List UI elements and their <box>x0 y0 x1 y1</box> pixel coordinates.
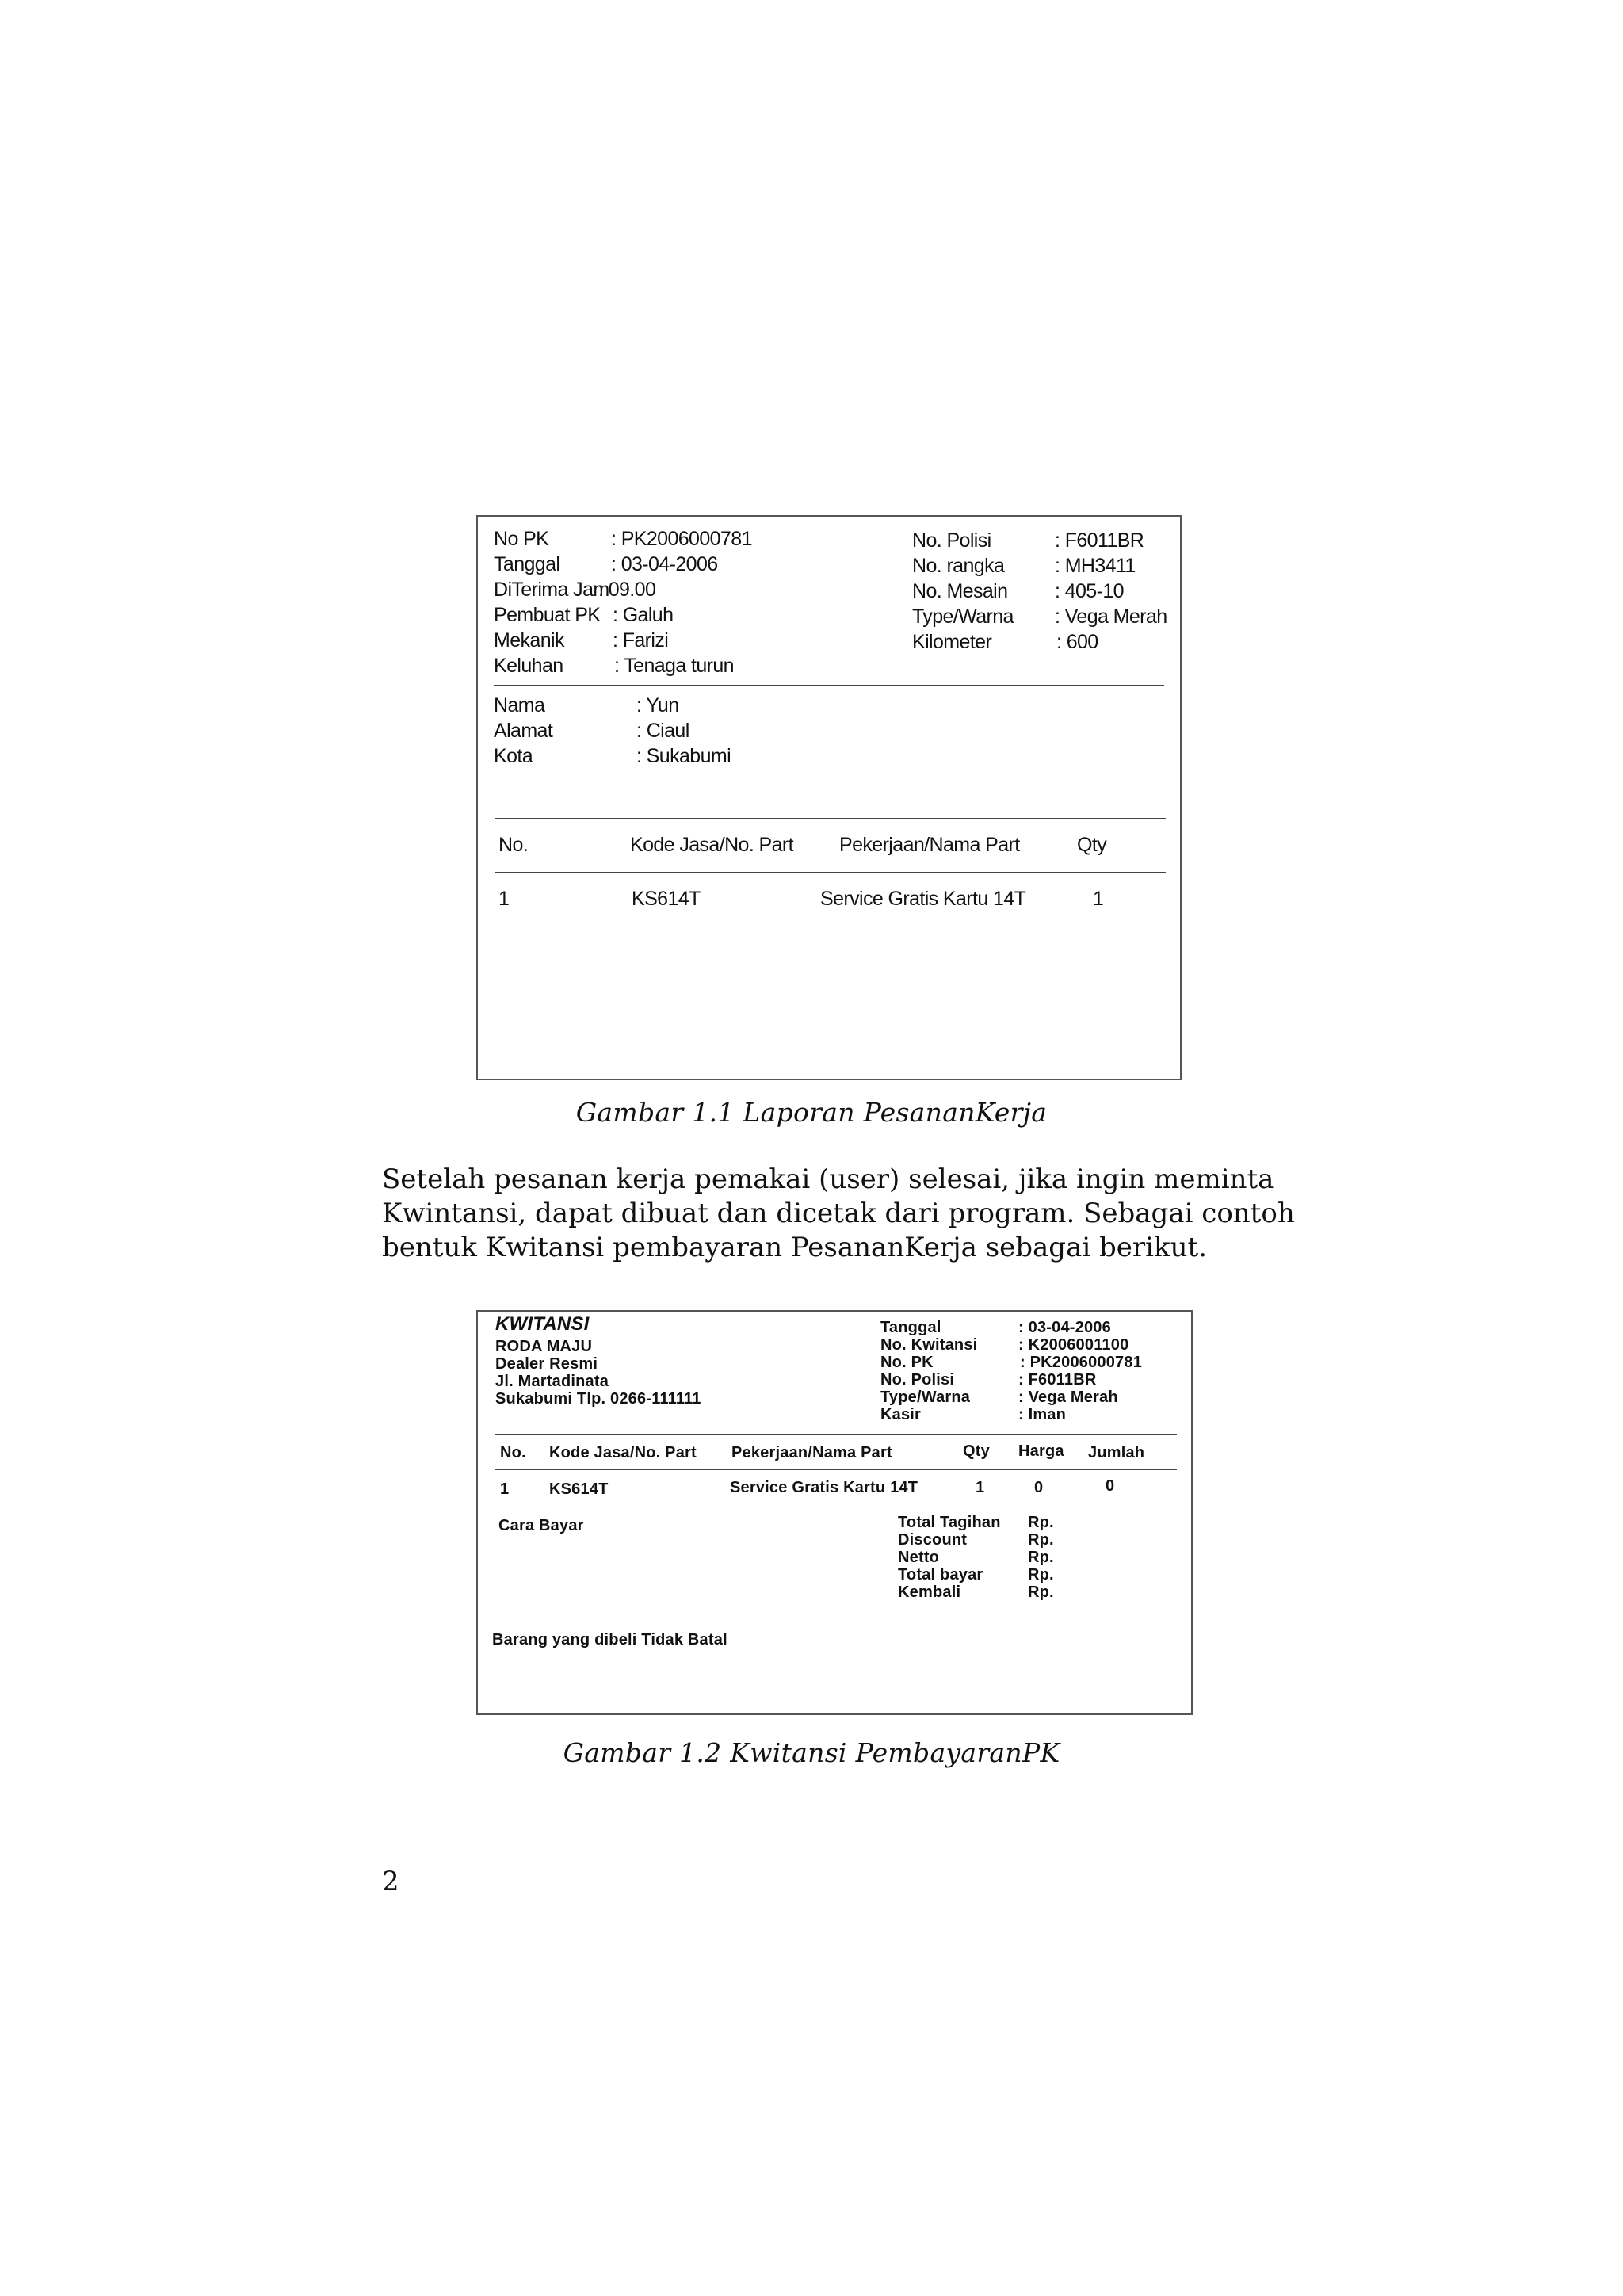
field-value: : MH3411 <box>1055 555 1136 577</box>
total-label: Netto <box>898 1549 940 1566</box>
table-cell: 1 <box>1093 888 1104 910</box>
company-line: Jl. Martadinata <box>495 1373 609 1390</box>
field-value: : 405-10 <box>1055 580 1124 602</box>
table-cell: KS614T <box>549 1480 609 1498</box>
table-cell: 0 <box>1106 1477 1115 1495</box>
field-value: : Vega Merah <box>1055 606 1167 628</box>
field-value: : Yun <box>636 694 679 716</box>
total-value: Rp. <box>1028 1566 1054 1584</box>
total-value: Rp. <box>1028 1584 1054 1601</box>
company-line: RODA MAJU <box>495 1338 593 1355</box>
column-header: Harga <box>1018 1442 1064 1460</box>
table-cell: KS614T <box>632 888 701 910</box>
page-number: 2 <box>382 1866 399 1897</box>
field-value: : PK2006000781 <box>611 528 752 550</box>
total-label: Total bayar <box>898 1566 983 1584</box>
divider <box>495 1469 1177 1470</box>
field-value: : F6011BR <box>1018 1371 1097 1389</box>
field-label: Tanggal <box>880 1319 941 1336</box>
divider <box>495 818 1166 819</box>
field-label: No. Kwitansi <box>880 1336 978 1354</box>
divider <box>494 685 1164 686</box>
field-label: Tanggal <box>494 553 560 575</box>
field-label: Alamat <box>494 720 553 742</box>
field-label: Kota <box>494 745 533 767</box>
column-header: No. <box>500 1444 526 1461</box>
total-label: Total Tagihan <box>898 1514 1001 1531</box>
table-cell: Service Gratis Kartu 14T <box>730 1479 918 1496</box>
column-header: Kode Jasa/No. Part <box>549 1444 697 1461</box>
field-label: Mekanik <box>494 629 564 651</box>
field-value: : K2006001100 <box>1018 1336 1129 1354</box>
column-header: Jumlah <box>1088 1444 1145 1461</box>
payment-receipt <box>476 1310 1193 1715</box>
divider <box>495 872 1166 873</box>
figure-caption: Gambar 1.1 Laporan PesananKerja <box>575 1097 1048 1128</box>
body-paragraph <box>382 1163 1295 1265</box>
paragraph-line: bentuk Kwitansi pembayaran PesananKerja sebagai berikut. <box>382 1232 1208 1263</box>
receipt-footer-note: Barang yang dibeli Tidak Batal <box>492 1631 727 1648</box>
field-label: No. Polisi <box>912 529 991 552</box>
payment-method-label: Cara Bayar <box>498 1517 584 1534</box>
paragraph-line: Kwintansi, dapat dibuat dan dicetak dari program. Sebagai contoh <box>382 1198 1295 1229</box>
field-label: Nama <box>494 694 545 716</box>
field-value: : 03-04-2006 <box>611 553 718 575</box>
field-value: : Vega Merah <box>1018 1389 1118 1406</box>
total-value: Rp. <box>1028 1531 1054 1549</box>
table-cell: 1 <box>498 888 510 910</box>
figure-caption: Gambar 1.2 Kwitansi PembayaranPK <box>563 1737 1060 1768</box>
paragraph-line: Setelah pesanan kerja pemakai (user) selesai, jika ingin meminta <box>382 1163 1274 1195</box>
field-value: : Ciaul <box>636 720 689 742</box>
field-label: No PK <box>494 528 549 550</box>
field-label: Keluhan <box>494 655 563 677</box>
company-line: Dealer Resmi <box>495 1355 598 1373</box>
field-label: No. rangka <box>912 555 1005 577</box>
column-header: Kode Jasa/No. Part <box>630 834 793 856</box>
field-label: Pembuat PK <box>494 604 601 626</box>
field-value: : Farizi <box>613 629 669 651</box>
total-value: Rp. <box>1028 1514 1054 1531</box>
field-label: No. PK <box>880 1354 934 1371</box>
column-header: No. <box>498 834 529 856</box>
field-value: : F6011BR <box>1055 529 1144 552</box>
field-label: Type/Warna <box>912 606 1014 628</box>
field-label: DiTerima Jam <box>494 579 609 601</box>
field-value: : PK2006000781 <box>1020 1354 1143 1371</box>
total-value: Rp. <box>1028 1549 1054 1566</box>
column-header: Pekerjaan/Nama Part <box>839 834 1020 856</box>
receipt-title: KWITANSI <box>495 1313 590 1335</box>
divider <box>495 1434 1177 1435</box>
table-cell: 1 <box>976 1479 985 1496</box>
company-line: Sukabumi Tlp. 0266-111111 <box>495 1390 701 1408</box>
field-value: : 600 <box>1056 631 1098 653</box>
field-value: : Galuh <box>613 604 674 626</box>
field-label: Kilometer <box>912 631 992 653</box>
column-header: Pekerjaan/Nama Part <box>731 1444 892 1461</box>
column-header: Qty <box>1077 834 1107 856</box>
total-label: Discount <box>898 1531 968 1549</box>
field-value: : Sukabumi <box>636 745 731 767</box>
table-cell: Service Gratis Kartu 14T <box>820 888 1026 910</box>
table-cell: 0 <box>1034 1479 1044 1496</box>
column-header: Qty <box>963 1442 990 1460</box>
field-label: No. Polisi <box>880 1371 955 1389</box>
field-label: No. Mesain <box>912 580 1008 602</box>
table-cell: 1 <box>500 1480 510 1498</box>
field-value: : 03-04-2006 <box>1018 1319 1111 1336</box>
field-value: : Iman <box>1018 1406 1067 1423</box>
total-label: Kembali <box>898 1584 961 1601</box>
work-order-report <box>476 515 1182 1080</box>
field-value: : 09.00 <box>598 579 656 601</box>
field-label: Type/Warna <box>880 1389 971 1406</box>
field-value: : Tenaga turun <box>614 655 734 677</box>
field-label: Kasir <box>880 1406 922 1423</box>
